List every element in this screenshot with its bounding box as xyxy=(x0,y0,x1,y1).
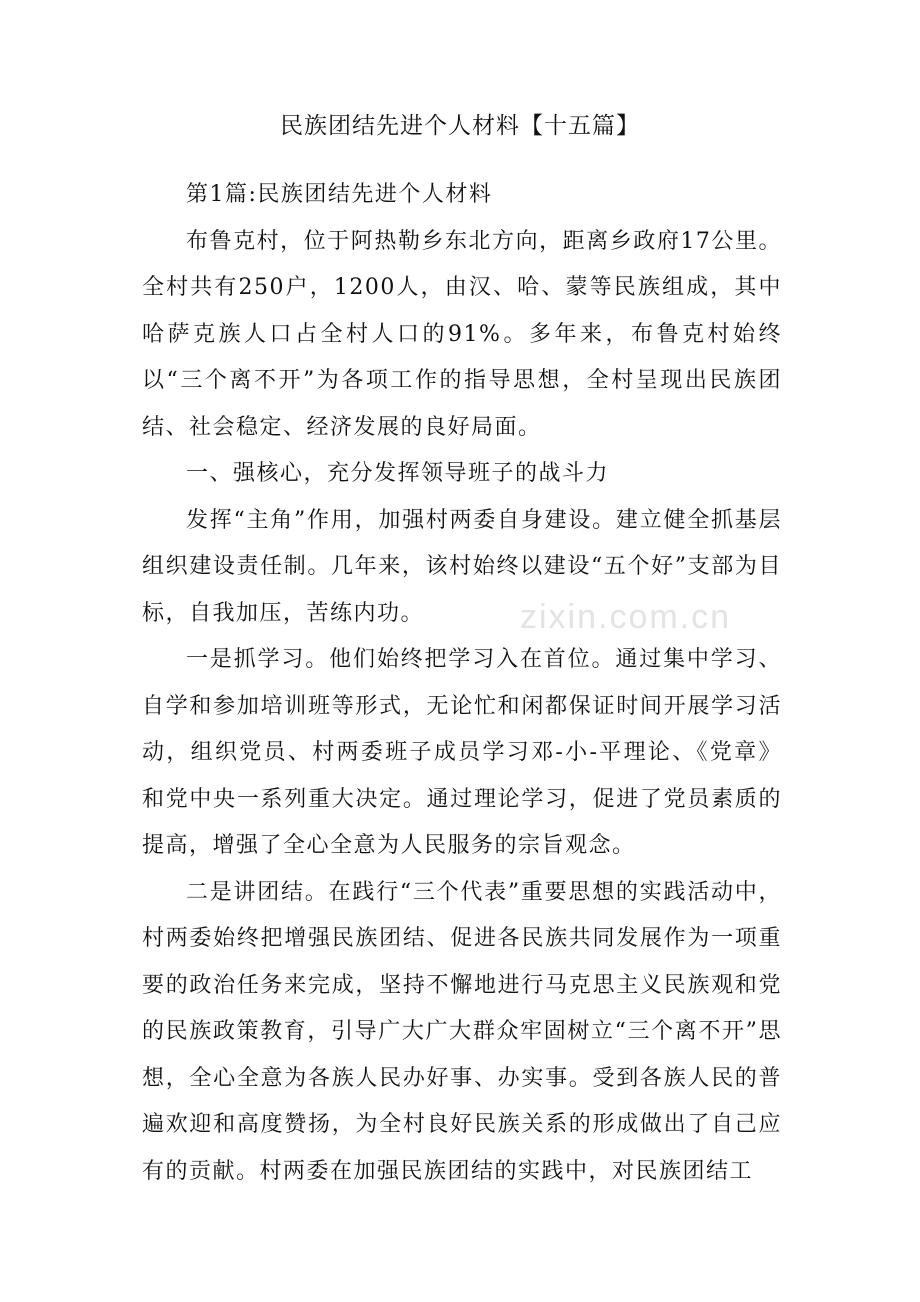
paragraph: 布鲁克村，位于阿热勒乡东北方向，距离乡政府17公里。全村共有250户，1200人，由汉、哈、蒙等民族组成，其中哈萨克族人口占全村人口的91%。多年来，布鲁克村始终以“三个离不开”为各项工作的指导思想，全村呈现出民族团结、社会稳定、经济发展的良好局面。 xyxy=(142,228,782,440)
subheading: 一、强核心，充分发挥领导班子的战斗力 xyxy=(186,461,610,486)
paragraph: 二是讲团结。在践行“三个代表”重要思想的实践活动中，村两委始终把增强民族团结、促进各民族共同发展作为一项重要的政治任务来完成，坚持不懈地进行马克思主义民族观和党的民族政策教育，引导广大广大群众牢固树立“三个离不开”思想，全心全意为各族人民办好事、办实事。受到各族人民的普遍欢迎和高度赞扬，为全村良好民族关系的形成做出了自己应有的贡献。村两委在加强民族团结的实践中，对民族团结工 xyxy=(142,879,782,1184)
watermark: zixin.com.cn xyxy=(520,598,732,636)
paragraph: 发挥“主角”作用，加强村两委自身建设。建立健全抓基层组织建设责任制。几年来，该村始终以建设“五个好”支部为目标，自我加压，苦练内功。 xyxy=(142,507,782,626)
paragraph: 一是抓学习。他们始终把学习入在首位。通过集中学习、自学和参加培训班等形式，无论忙和闲都保证时间开展学习活动，组织党员、村两委班子成员学习邓-小-平理论、《党章》和党中央一系列重大决定。通过理论学习，促进了党员素质的提高，增强了全心全意为人民服务的宗旨观念。 xyxy=(142,647,782,858)
document-body xyxy=(142,172,782,1195)
document-title: 民族团结先进个人材料【十五篇】 xyxy=(280,113,640,139)
section-heading: 第1篇:民族团结先进个人材料 xyxy=(186,182,493,207)
